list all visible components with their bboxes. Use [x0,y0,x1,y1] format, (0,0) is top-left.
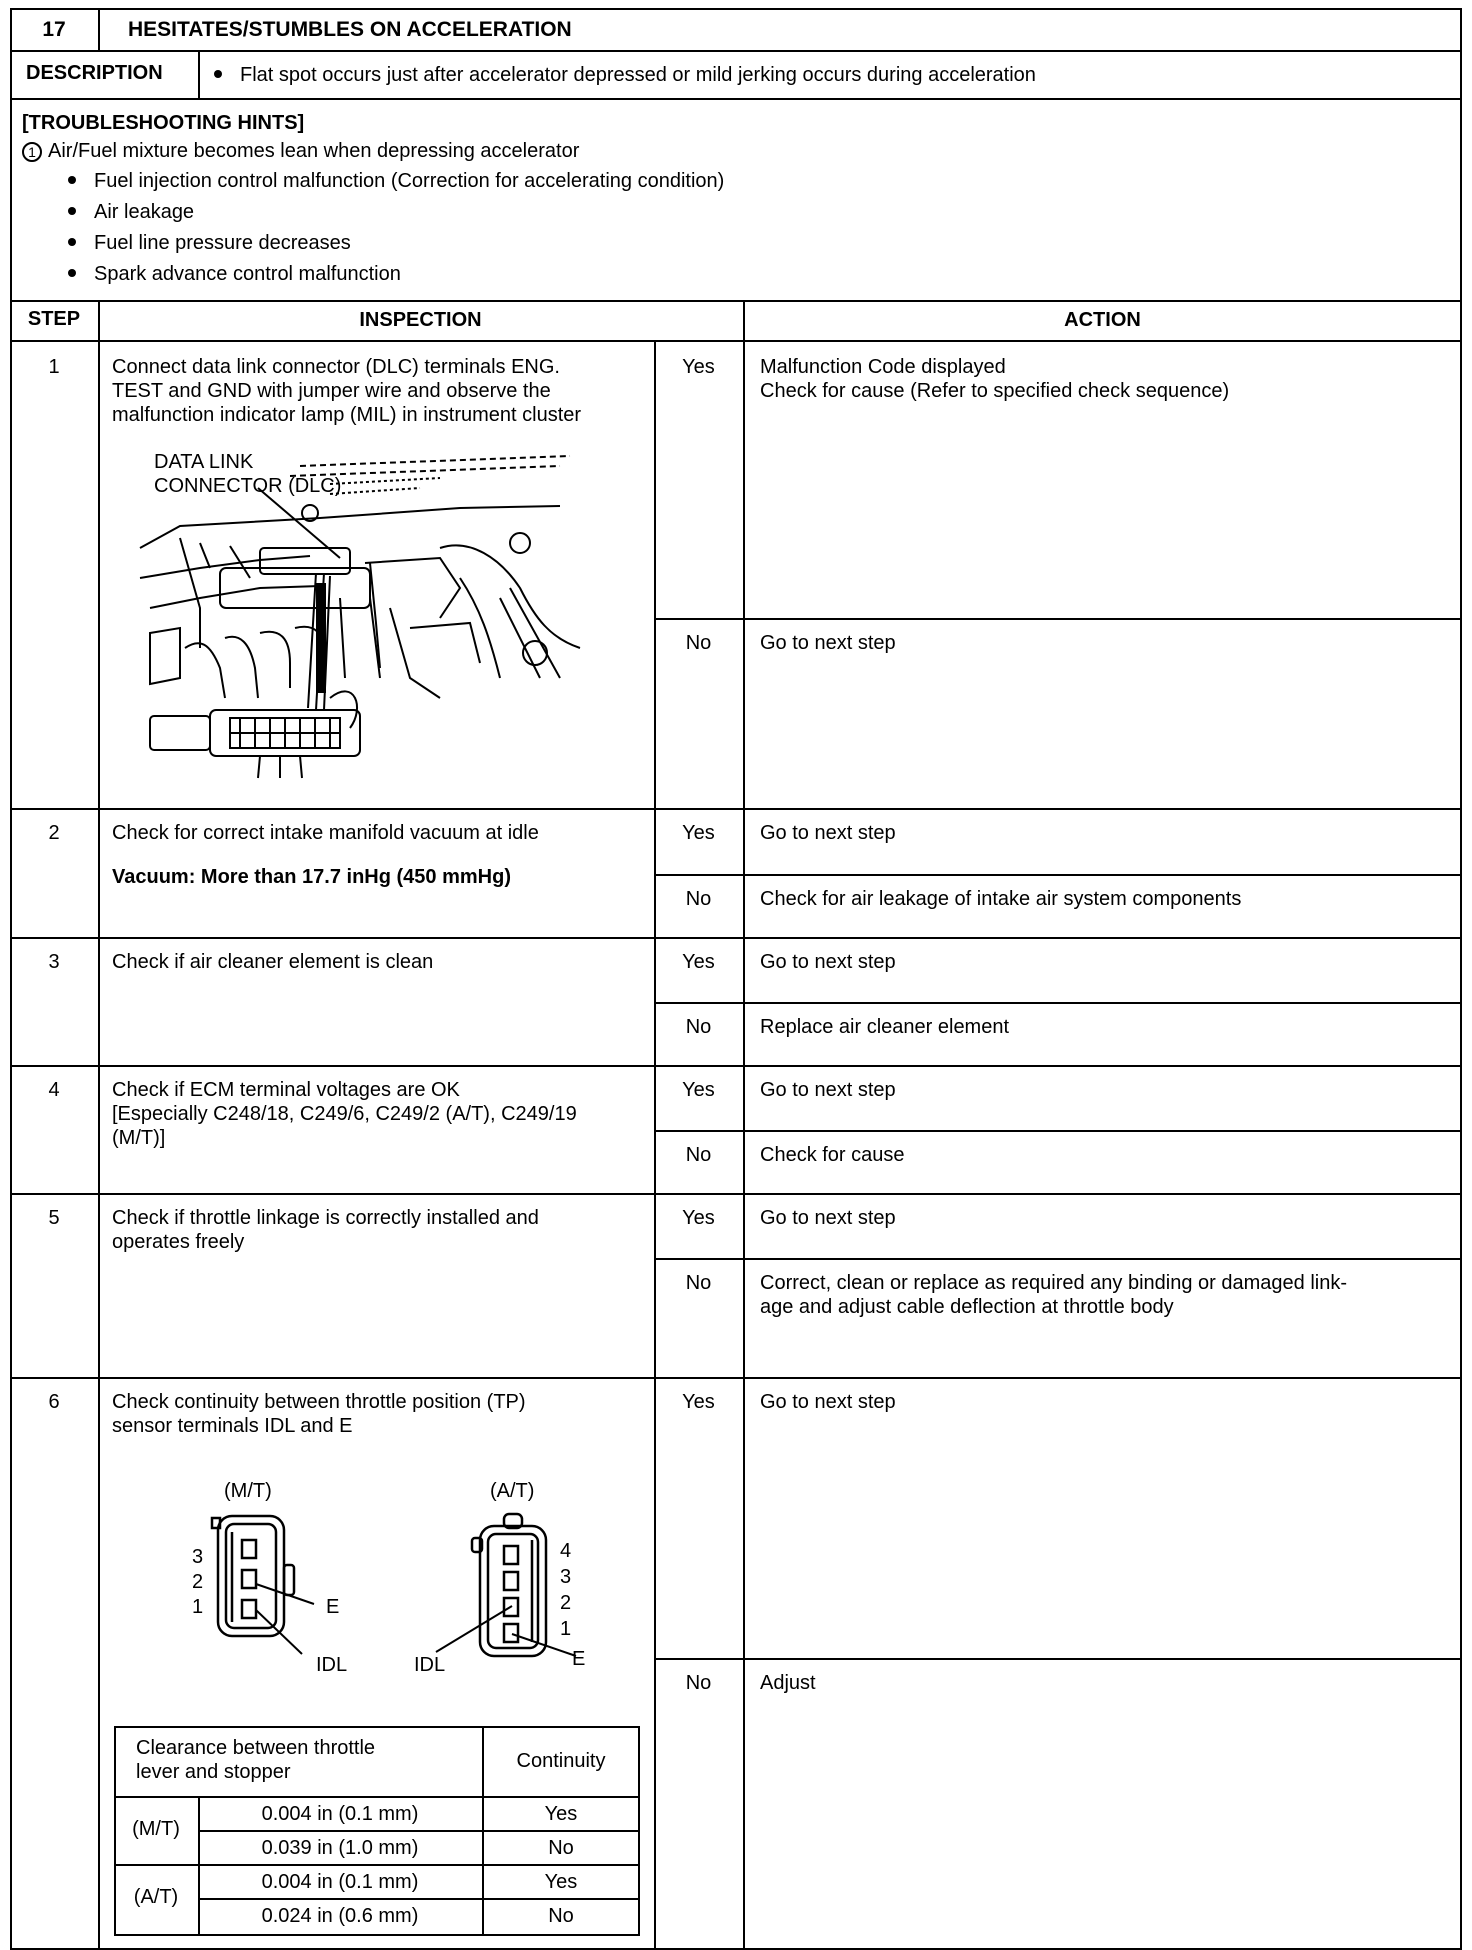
row-divider [10,1193,1462,1195]
no-label: No [685,1016,712,1038]
continuity-value: No [548,1837,574,1859]
step-inspection: Check if ECM terminal voltages are OK [Especially C248/18, C249/6, C249/2 (A/T), C249/19 (M/T)] [112,1079,577,1149]
no-action: Check for cause [760,1144,905,1166]
row-divider [10,937,1462,939]
yes-action: Go to next step [760,951,896,973]
no-label: No [685,888,712,910]
column-step: STEP [27,308,81,330]
step-inspection: Check if throttle linkage is correctly installed and operates freely [112,1207,539,1253]
yes-label: Yes [682,1391,715,1413]
mt-idl-label: IDL [316,1654,348,1676]
bullet-icon [68,238,76,246]
clearance-group-divider [114,1864,640,1866]
column-inspection: INSPECTION [359,309,482,331]
clearance-value: 0.024 in (0.6 mm) [261,1905,419,1927]
procedure-title: HESITATES/STUMBLES ON ACCELERATION [128,18,572,41]
description-label-divider [198,50,200,98]
no-action: Replace air cleaner element [760,1016,1010,1038]
hint-item: Fuel injection control malfunction (Correction for accelerating condition) [68,170,724,193]
mt-leader-lines [250,1580,330,1660]
header-divider [10,50,1462,52]
procedure-number: 17 [42,18,66,41]
at-idl-label: IDL [414,1654,446,1676]
hints-title: [TROUBLESHOOTING HINTS] [22,112,305,134]
bullet-icon [68,207,76,215]
step-number: 6 [48,1391,60,1413]
step-number: 5 [48,1207,60,1229]
vacuum-spec: Vacuum: More than 17.7 inHg (450 mmHg) [112,866,511,888]
yes-no-divider [654,1130,1462,1132]
at-pin-label: 3 [560,1566,572,1588]
continuity-value: Yes [544,1871,578,1893]
no-action: Go to next step [760,632,896,654]
description-label: DESCRIPTION [26,62,163,84]
no-label: No [685,632,712,654]
yes-no-divider [654,1258,1462,1260]
yes-no-divider [654,874,1462,876]
continuity-value: No [548,1905,574,1927]
yes-label: Yes [682,951,715,973]
clearance-header-divider [114,1796,640,1798]
no-action: Check for air leakage of intake air system components [760,888,1242,910]
dlc-figure-label: DATA LINK CONNECTOR (DLC) [154,451,342,497]
yes-action: Go to next step [760,1079,896,1101]
no-label: No [685,1672,712,1694]
clearance-row-divider [198,1830,640,1832]
clearance-trans: (A/T) [133,1886,179,1908]
hint-item: Fuel line pressure decreases [68,232,351,255]
clearance-trans: (M/T) [132,1818,180,1840]
yes-label: Yes [682,822,715,844]
action-column-line [743,300,745,1950]
yes-label: Yes [682,1079,715,1101]
yes-action: Go to next step [760,822,896,844]
mt-pin-label: 3 [192,1546,204,1568]
description-text: Flat spot occurs just after accelerator depressed or mild jerking occurs during acceleration [214,64,1036,87]
mt-e-label: E [326,1596,340,1618]
description-divider [10,98,1462,100]
no-label: No [685,1144,712,1166]
hint-item: Air leakage [68,201,194,224]
dlc-location-illustration [140,448,580,788]
hint-cause: 1 Air/Fuel mixture becomes lean when depressing accelerator [22,140,579,163]
step-number: 3 [48,951,60,973]
hint-item: Spark advance control malfunction [68,263,401,286]
step-number: 1 [48,356,60,378]
at-figure-label: (A/T) [490,1480,535,1502]
circled-number-icon: 1 [22,142,42,162]
at-e-label: E [572,1648,586,1670]
step-number: 2 [48,822,60,844]
clearance-header-left: Clearance between throttle lever and stopper [136,1737,376,1783]
clearance-value: 0.004 in (0.1 mm) [261,1803,419,1825]
step-inspection: Connect data link connector (DLC) terminals ENG. TEST and GND with jumper wire and observe the malfunction indicator lamp (MIL) in instrument cluster [112,356,582,426]
yes-action: Go to next step [760,1391,896,1413]
clearance-value: 0.039 in (1.0 mm) [261,1837,419,1859]
step-inspection: Check continuity between throttle position (TP) sensor terminals IDL and E [112,1391,526,1437]
at-leader-lines [426,1596,586,1676]
bullet-icon [68,176,76,184]
column-action: ACTION [1064,309,1141,331]
step-inspection: Check if air cleaner element is clean [112,951,434,973]
step-inspection: Check for correct intake manifold vacuum at idle [112,822,539,844]
table-top-border [10,300,1462,302]
yes-label: Yes [682,1207,715,1229]
mt-pin-label: 2 [192,1571,204,1593]
no-action: Correct, clean or replace as required any binding or damaged link- age and adjust cable deflection at throttle body [760,1272,1347,1318]
clearance-header-right: Continuity [516,1750,606,1772]
at-pin-label: 4 [560,1540,572,1562]
no-label: No [685,1272,712,1294]
step-number: 4 [48,1079,60,1101]
clearance-row-divider [198,1898,640,1900]
yes-no-divider [654,1658,1462,1660]
mt-pin-label: 1 [192,1596,204,1618]
step-column-line [98,300,100,1950]
clearance-value: 0.004 in (0.1 mm) [261,1871,419,1893]
table-header-border [10,340,1462,342]
bullet-icon [214,70,222,78]
at-pin-label: 1 [560,1618,572,1640]
header-number-divider [98,8,100,50]
yes-action: Go to next step [760,1207,896,1229]
yes-action: Malfunction Code displayed Check for cause (Refer to specified check sequence) [760,356,1230,402]
row-divider [10,1377,1462,1379]
mt-figure-label: (M/T) [224,1480,272,1502]
row-divider [10,1065,1462,1067]
at-pin-label: 2 [560,1592,572,1614]
yes-no-divider [654,1002,1462,1004]
row-divider [10,808,1462,810]
yes-no-divider [654,618,1462,620]
no-action: Adjust [760,1672,816,1694]
yes-label: Yes [682,356,715,378]
continuity-value: Yes [544,1803,578,1825]
bullet-icon [68,269,76,277]
